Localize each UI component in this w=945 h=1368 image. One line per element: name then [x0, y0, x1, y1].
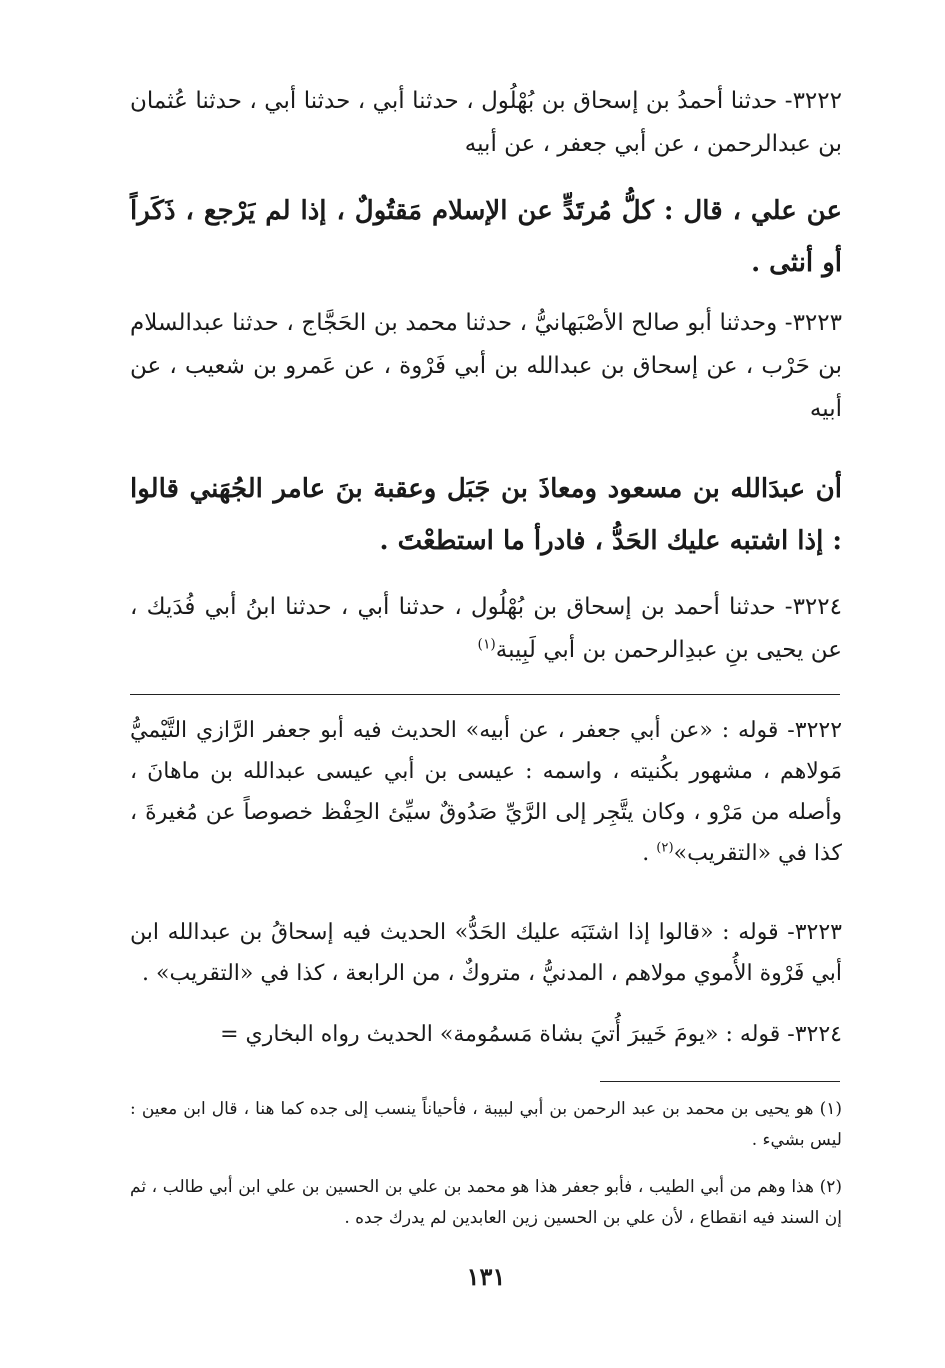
hadith-3223-matn	[130, 463, 842, 567]
document-page	[130, 0, 842, 1368]
footnote-1-text: (١) هو يحيى بن محمد بن عبد الرحمن بن أبي لبيبة ، فأحياناً ينسب إلى جده كما هنا ، قال ابن معين : ليس بشيء .	[130, 1099, 842, 1150]
hadith-3222-matn	[130, 185, 842, 289]
footnote-ref-1: (١)	[477, 636, 496, 653]
commentary-3222-text: ٣٢٢٢- قوله : «عن أبي جعفر ، عن أبيه» الحديث فيه أبو جعفر الرَّازي التَّيْميُّ مَولاهم ، مشهور بكُنيته ، واسمه : عيسى بن أبي عيسى عبدالله بن ماهانَ ، وأصله من مَرْو ، وكان يتَّجِر إلى الرَّيِّ صَدُوقٌ سيِّئ الحِفْظ خصوصاً عن مُغيرةَ ، كذا في «التقريب»	[130, 718, 843, 866]
hadith-3223-matn-text: أن عبدَالله بن مسعود ومعاذَ بن جَبَل وعقبة بنَ عامر الجُهَني قالوا : إذا اشتبه عليك الحَدُّ ، فادرأ ما استطعْتَ .	[130, 474, 842, 556]
hadith-3224-isnad-text: ٣٢٢٤- حدثنا أحمد بن إسحاق بن بُهْلُول ، حدثنا أبي ، حدثنا ابنُ أبي فُدَيك ، عن يحيى بنِ عبدِالرحمن بن أبي لَبِيبة	[130, 594, 842, 663]
hadith-3222-matn-text: عن علي ، قال : كلُّ مُرتَدٍّ عن الإسلام مَقتُولٌ ، إذا لم يَرْجع ، ذَكَراً أو أنثى .	[130, 196, 842, 278]
footnote-2-text: (٢) هذا وهم من أبي الطيب ، فأبو جعفر هذا هو محمد بن علي بن الحسين بن علي ابن أبي طالب ، ثم إن السند فيه انقطاع ، لأن علي بن الحسين زين العابدين لم يدرك جده .	[130, 1177, 842, 1228]
page-number: ١٣١	[466, 1262, 506, 1291]
commentary-3224-text: ٣٢٢٤- قوله : «يومَ خَيبرَ أُتيَ بشاة مَسمُومة» الحديث رواه البخاري =	[220, 1022, 842, 1047]
commentary-3222	[130, 710, 842, 874]
hadith-3224-isnad	[130, 586, 842, 672]
commentary-3223	[130, 912, 842, 994]
hadith-3223-isnad	[130, 302, 842, 431]
footnote-1	[130, 1094, 842, 1156]
hadith-3223-isnad-text: ٣٢٢٣- وحدثنا أبو صالح الأصْبَهانيُّ ، حدثنا محمد بن الحَجَّاج ، حدثنا عبدالسلام بن حَرْب ، عن إسحاق بن عبدالله بن أبي فَرْوة ، عن عَمرو بن شعيب ، عن أبيه	[130, 310, 842, 422]
commentary-3223-text: ٣٢٢٣- قوله : «قالوا إذا اشتَبَه عليك الحَدُّ» الحديث فيه إسحاقُ بن عبدالله ابن أبي فَرْوة الأُموي مولاهم ، المدنيُّ ، متروكٌ ، من الرابعة ، كذا في «التقريب» .	[130, 920, 842, 986]
commentary-3224	[130, 1014, 842, 1055]
footnote-separator-line	[600, 1081, 840, 1082]
footnote-2	[130, 1172, 842, 1234]
main-separator-line	[130, 694, 840, 695]
hadith-3222-isnad	[130, 80, 842, 166]
commentary-3222-end: .	[642, 841, 657, 866]
footnote-ref-2: (٢)	[656, 840, 674, 856]
hadith-3222-isnad-text: ٣٢٢٢- حدثنا أحمدُ بن إسحاق بن بُهْلُول ، حدثنا أبي ، حدثنا أبي ، حدثنا عُثمان بن عبدالرحمن ، عن أبي جعفر ، عن أبيه	[130, 88, 842, 157]
